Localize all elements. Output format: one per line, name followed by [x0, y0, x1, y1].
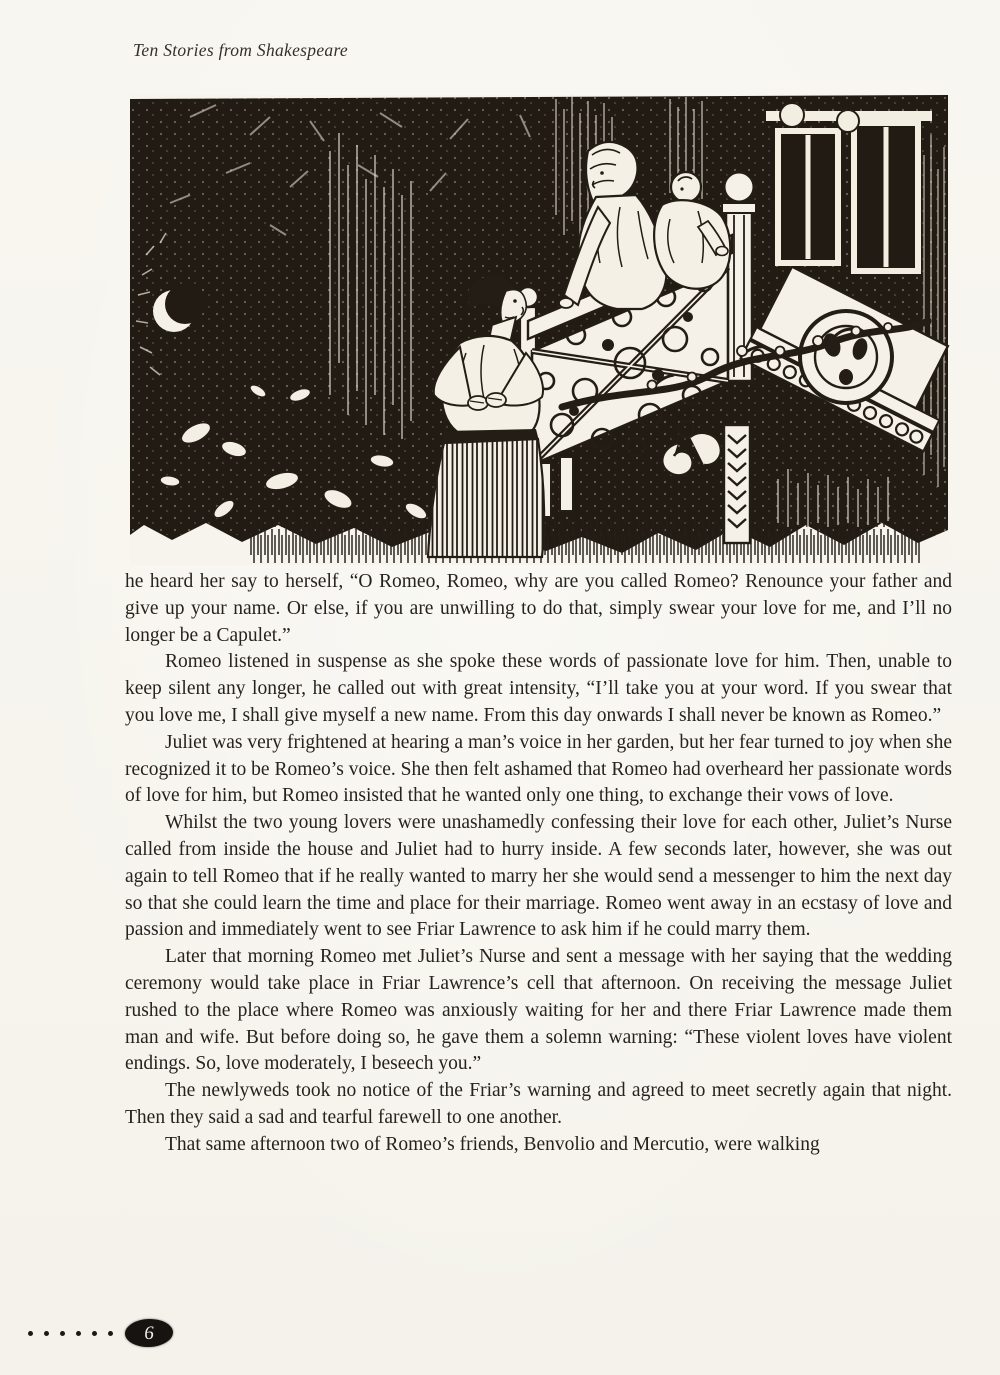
page-footer: [28, 1318, 173, 1348]
paragraph: The newlyweds took no notice of the Friar’s warning and agreed to meet secretly again that night. Then they said a sad and tearful farewell to one another.: [125, 1080, 952, 1128]
paragraph: Romeo listened in suspense as she spoke these words of passionate love for him. Then, unable to keep silent any longer, he called out with great intensity, “I’ll take you at your word. If you swear that you love me, I shall give myself a new name. From this day onwards I shall never be known as Romeo.”: [125, 651, 952, 726]
dot: [28, 1331, 33, 1336]
dot: [44, 1331, 49, 1336]
footer-dots: [28, 1331, 113, 1336]
dot: [108, 1331, 113, 1336]
story-text: [125, 569, 952, 1159]
paragraph: That same afternoon two of Romeo’s friends, Benvolio and Mercutio, were walking: [165, 1133, 820, 1155]
paragraph: he heard her say to herself, “O Romeo, Romeo, why are you called Romeo? Renounce your father and give up your name. Or else, if you are unwilling to do that, simply swear your love for me, and I’ll no longer be a Capulet.”: [125, 571, 952, 646]
page-number: 6: [143, 1322, 155, 1344]
dot: [92, 1331, 97, 1336]
page-number-badge: [125, 1318, 174, 1348]
paragraph: Juliet was very frightened at hearing a man’s voice in her garden, but her fear turned to joy when she recognized it to be Romeo’s voice. She then felt ashamed that Romeo had overheard her passionate words of love for him, but Romeo insisted that he wanted only one thing, to exchange their vows of love.: [125, 731, 952, 807]
running-head: Ten Stories from Shakespeare: [133, 40, 348, 60]
paragraph: Whilst the two young lovers were unashamedly confessing their love for each other, Juliet’s Nurse called from inside the house and Juliet had to hurry inside. A few seconds later, however, she was out again to tell Romeo that if he really wanted to marry her she would send a messenger to him the next day so that she could learn the time and place for their marriage. Romeo went away in an ecstasy of love and passion and immediately went to see Friar Lawrence to ask him if he could marry them.: [125, 812, 952, 941]
paragraph: Later that morning Romeo met Juliet’s Nurse and sent a message with her saying that the wedding ceremony would take place in Friar Lawrence’s cell that afternoon. On receiving the message Juliet rushed to the place where Romeo was anxiously waiting for her and there Friar Lawrence made them man and wife. But before doing so, he gave them a solemn warning: “These violent loves have violent endings. So, love moderately, I beseech you.”: [125, 946, 952, 1075]
balcony-scene-drawing: [130, 95, 950, 565]
dot: [60, 1331, 65, 1336]
dot: [76, 1331, 81, 1336]
balcony-scene-illustration: [130, 95, 950, 565]
